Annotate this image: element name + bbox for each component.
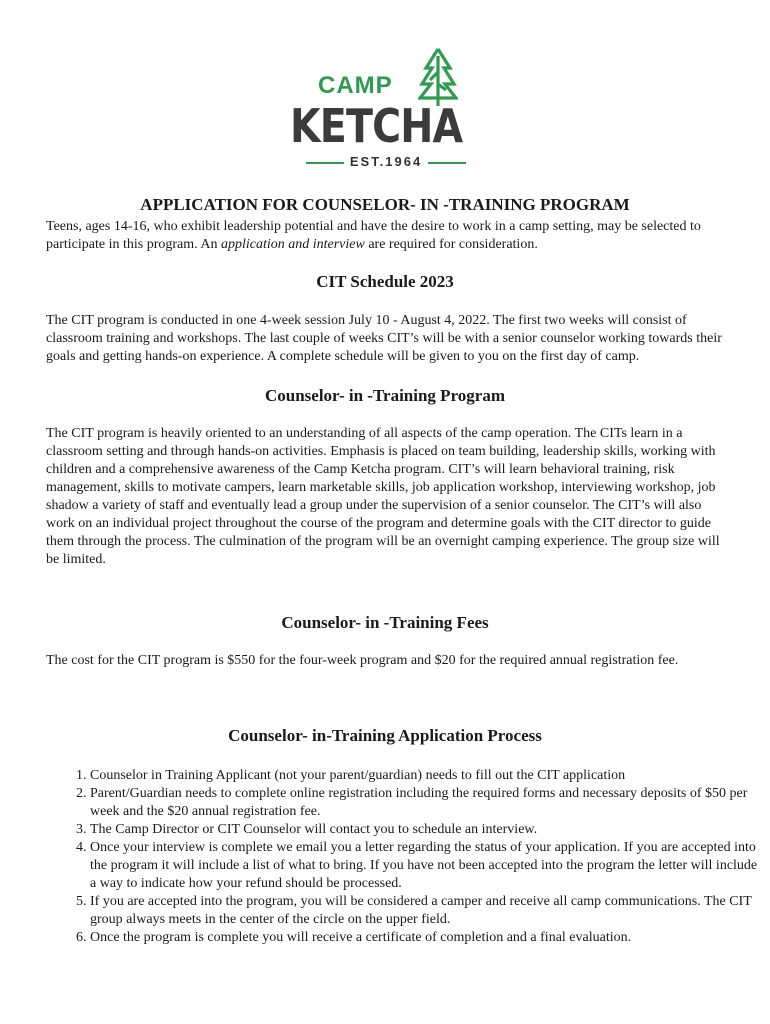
intro-text-after: are required for consideration. — [364, 237, 538, 252]
process-step: 1. Counselor in Training Applicant (not your parent/guardian) needs to fill out the CIT application — [90, 767, 766, 785]
logo-camp-text: CAMP — [318, 72, 393, 99]
intro-paragraph — [46, 218, 736, 254]
fees-paragraph: The cost for the CIT program is $550 for the four-week program and $20 for the required annual registration fee. — [46, 653, 679, 668]
schedule-heading: CIT Schedule 2023 — [316, 272, 454, 291]
logo-divider-right — [428, 162, 466, 164]
logo-divider-left — [306, 162, 344, 164]
process-heading: Counselor- in-Training Application Process — [228, 726, 542, 745]
logo-established — [290, 154, 482, 169]
process-step: 5. If you are accepted into the program, you will be considered a camper and receive all camp communications. The CIT group always meets in the center of the circle on the upper field. — [90, 893, 766, 929]
process-step: 4. Once your interview is complete we email you a letter regarding the status of your application. If you are accepted into the program it will include a list of what to bring. If you have not been accepted into the program the letter will include a way to indicate how your refund should be processed. — [90, 839, 766, 893]
program-heading: Counselor- in -Training Program — [264, 386, 506, 405]
logo-ketcha-text: KETCHA — [290, 99, 463, 153]
schedule-paragraph: The CIT program is conducted in one 4-week session July 10 - August 4, 2022. The first two weeks will consist of classroom training and workshops. The last couple of weeks CIT’s will be with a senior counselor working towards their goals and getting hands-on experience. A complete schedule will be given to you on the first day of camp. — [46, 313, 722, 364]
page-title: APPLICATION FOR COUNSELOR- IN -TRAINING PROGRAM — [140, 195, 630, 214]
process-step: 6. Once the program is complete you will receive a certificate of completion and a final evaluation. — [90, 929, 766, 947]
process-step: 2. Parent/Guardian needs to complete online registration including the required forms and necessary deposits of $50 per week and the $20 annual registration fee. — [90, 785, 766, 821]
process-step: 3. The Camp Director or CIT Counselor will contact you to schedule an interview. — [90, 821, 766, 839]
intro-text-italic: application and interview — [220, 237, 365, 252]
intro-text-before: Teens, ages 14-16, who exhibit leadership potential and have the desire to work in a camp setting, may be selected to participate in this program. An — [46, 219, 701, 252]
camp-ketcha-logo — [290, 46, 482, 174]
logo-est-text: EST.1964 — [349, 154, 423, 169]
program-paragraph: The CIT program is heavily oriented to an understanding of all aspects of the camp operation. The CITs learn in a classroom setting and through hands-on activities. Emphasis is placed on team building, leadership skills, working with children and a comprehensive awareness of the Camp Ketcha program. CIT’s will learn behavioral training, risk management, skills to motivate campers, learn marketable skills, job application workshop, interviewing workshop, job shadow a variety of staff and eventually lead a group under the supervision of a senior counselor. The CIT’s will also work on an individual project throughout the course of the program and determine goals with the CIT director to guide them through the process. The culmination of the program will be an overnight camping experience. The group size will be limited. — [46, 426, 720, 567]
process-steps-list — [46, 767, 766, 947]
fees-heading: Counselor- in -Training Fees — [281, 613, 489, 632]
